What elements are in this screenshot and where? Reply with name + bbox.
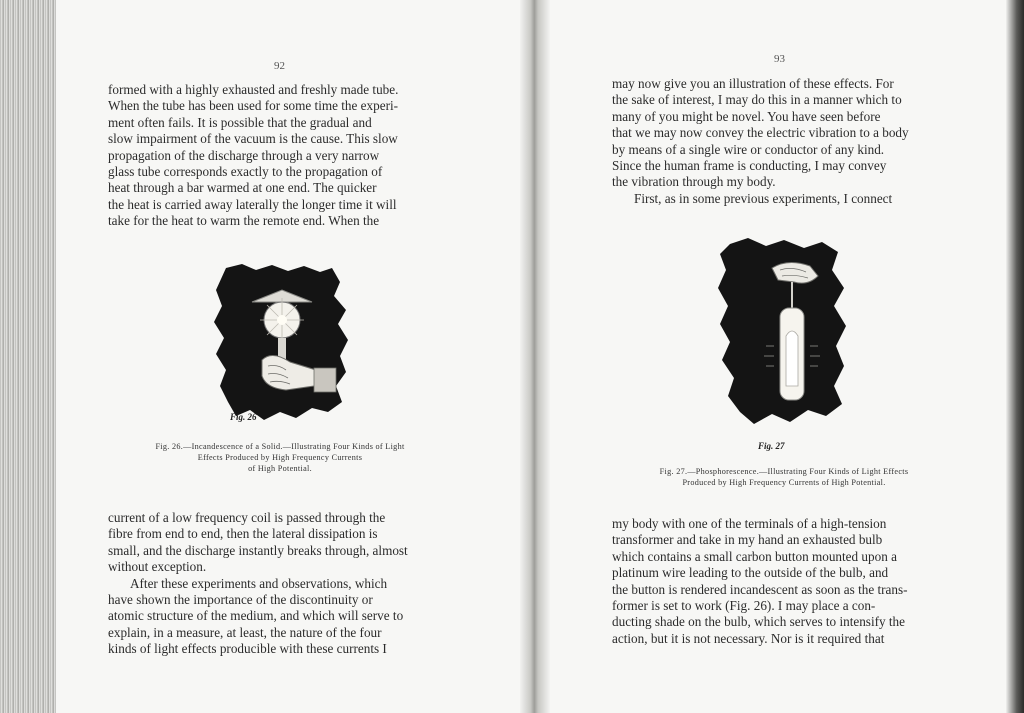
figure-27-label: Fig. 27 bbox=[758, 441, 785, 451]
text-line: formed with a highly exhausted and freshly made tube. bbox=[108, 82, 399, 97]
page-number-left: 92 bbox=[274, 60, 285, 72]
text-line: fibre from end to end, then the lateral dissipation is bbox=[108, 526, 378, 542]
text-line: slow impairment of the vacuum is the cause. This slow bbox=[108, 131, 398, 147]
text-line: which contains a small carbon button mounted upon a bbox=[612, 548, 897, 564]
figure-27-illustration bbox=[714, 236, 850, 436]
text-line: the vibration through my body. bbox=[612, 174, 776, 190]
text-line: former is set to work (Fig. 26). I may place a con- bbox=[612, 598, 876, 614]
page-stack-edge-right bbox=[1006, 0, 1024, 713]
text-line: small, and the discharge instantly breaks through, almost bbox=[108, 542, 408, 558]
text-line: atomic structure of the medium, and which will serve to bbox=[108, 608, 404, 624]
right-page bbox=[552, 0, 1004, 713]
text-line: without exception. bbox=[108, 559, 207, 575]
left-page bbox=[60, 0, 520, 713]
text-line: First, as in some previous experiments, I connect bbox=[634, 190, 893, 206]
text-line: ducting shade on the bulb, which serves to intensify the bbox=[612, 614, 905, 630]
right-top-text bbox=[612, 76, 952, 207]
text-line: explain, in a measure, at least, the nature of the four bbox=[108, 624, 382, 640]
figure-27-caption bbox=[604, 466, 964, 488]
left-top-text bbox=[108, 82, 448, 230]
text-line: After these experiments and observations, which bbox=[130, 575, 388, 591]
text-line: the button is rendered incandescent as soon as the trans- bbox=[612, 581, 908, 597]
text-line: When the tube has been used for some time the experi- bbox=[108, 98, 399, 114]
figure-26-illustration bbox=[212, 262, 352, 428]
text-line: heat through a bar warmed at one end. The quicker bbox=[108, 180, 377, 196]
text-line: Since the human frame is conducting, I may convey bbox=[612, 158, 887, 174]
caption-line: Effects Produced by High Frequency Currents bbox=[197, 453, 363, 462]
text-line: my body with one of the terminals of a high-tension bbox=[612, 516, 887, 531]
text-line: may now give you an illustration of these effects. For bbox=[612, 76, 894, 91]
text-line: transformer and take in my hand an exhausted bulb bbox=[612, 532, 883, 548]
text-line: many of you might be novel. You have seen before bbox=[612, 108, 881, 124]
text-line: propagation of the discharge through a very narrow bbox=[108, 147, 380, 163]
text-line: take for the heat to warm the remote end. When the bbox=[108, 213, 380, 229]
caption-line: Produced by High Frequency Currents of High Potential. bbox=[682, 478, 886, 487]
text-line: ment often fails. It is possible that the gradual and bbox=[108, 114, 372, 130]
caption-line: Fig. 26.—Incandescence of a Solid.—Illustrating Four Kinds of Light bbox=[155, 442, 405, 451]
text-line: glass tube corresponds exactly to the propagation of bbox=[108, 164, 383, 180]
page-number-right: 93 bbox=[774, 53, 785, 65]
figure-26-caption bbox=[100, 441, 460, 474]
text-line: current of a low frequency coil is passed through the bbox=[108, 510, 386, 525]
left-bottom-text bbox=[108, 510, 448, 658]
page-stack-edge-left bbox=[0, 0, 56, 713]
text-line: action, but it is not necessary. Nor is it required that bbox=[612, 630, 885, 646]
text-line: that we may now convey the electric vibration to a body bbox=[612, 125, 909, 141]
text-line: by means of a single wire or conductor of any kind. bbox=[612, 141, 885, 157]
text-line: the heat is carried away laterally the longer time it will bbox=[108, 196, 397, 212]
caption-line: Fig. 27.—Phosphorescence.—Illustrating Four Kinds of Light Effects bbox=[659, 467, 909, 476]
right-bottom-text bbox=[612, 516, 952, 647]
text-line: the sake of interest, I may do this in a manner which to bbox=[612, 92, 902, 108]
book-gutter bbox=[520, 0, 550, 713]
text-line: kinds of light effects producible with these currents I bbox=[108, 641, 387, 657]
text-line: platinum wire leading to the outside of the bulb, and bbox=[612, 565, 889, 581]
caption-line: of High Potential. bbox=[248, 464, 312, 473]
text-line: have shown the importance of the discontinuity or bbox=[108, 592, 373, 608]
figure-26-label: Fig. 26 bbox=[230, 412, 257, 422]
